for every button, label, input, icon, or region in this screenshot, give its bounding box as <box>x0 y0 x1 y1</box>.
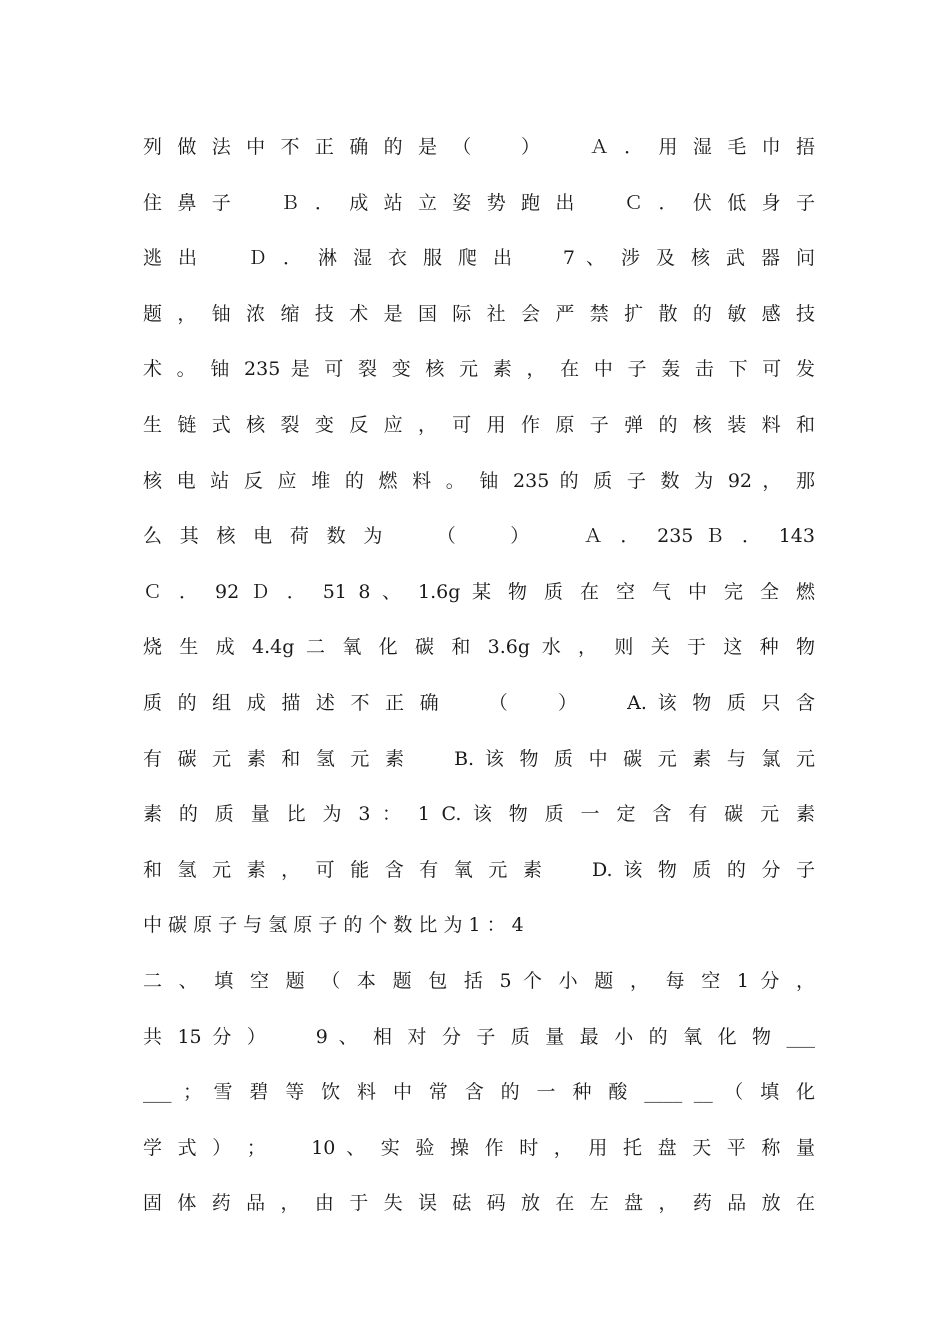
line-text: 术 。 铀 235 是 可 裂 变 核 元 素 ， 在 中 子 轰 击 下 可 发 <box>143 358 815 381</box>
line-text: 中 碳 原 子 与 氢 原 子 的 个 数 比 为 1 ： 4 <box>143 914 524 937</box>
line-text: 列 做 法 中 不 正 确 的 是 （ ） Ａ ． 用 湿 毛 巾 捂 <box>143 136 815 158</box>
line-text: 核 电 站 反 应 堆 的 燃 料 。 铀 235 的 质 子 数 为 92 ， 那 <box>143 469 815 492</box>
text-line <box>143 509 815 565</box>
line-text: 质 的 组 成 描 述 不 正 确 （ ） A. 该 物 质 只 含 <box>143 691 815 714</box>
text-line <box>143 732 815 788</box>
line-text: 二 、 填 空 题 （ 本 题 包 括 5 个 小 题 ， 每 空 1 分 ， <box>143 969 815 992</box>
text-line <box>143 843 815 899</box>
line-text: 和 氢 元 素 ， 可 能 含 有 氧 元 素 D. 该 物 质 的 分 子 <box>143 858 815 881</box>
text-line <box>143 1176 815 1232</box>
text-line <box>143 398 815 454</box>
line-text: ___ ； 雪 碧 等 饮 料 中 常 含 的 一 种 酸 ____ __ （ 填 化 <box>143 1081 815 1104</box>
text-line <box>143 565 815 621</box>
line-text: 素 的 质 量 比 为 3 ： 1 C. 该 物 质 一 定 含 有 碳 元 素 <box>143 803 815 826</box>
line-text: 学 式 ） ； 10 、 实 验 操 作 时 ， 用 托 盘 天 平 称 量 <box>143 1136 815 1159</box>
text-line <box>143 1010 815 1066</box>
text-line <box>143 176 815 232</box>
line-text: 固 体 药 品 ， 由 于 失 误 砝 码 放 在 左 盘 ， 药 品 放 在 <box>143 1192 815 1215</box>
text-line <box>143 287 815 343</box>
section-heading-line <box>143 954 815 1010</box>
text-line <box>143 1121 815 1177</box>
text-line <box>143 898 815 954</box>
line-text: 生 链 式 核 裂 变 反 应 ， 可 用 作 原 子 弹 的 核 装 料 和 <box>143 413 815 436</box>
line-text: 住 鼻 子 Ｂ ． 成 站 立 姿 势 跑 出 Ｃ ． 伏 低 身 子 <box>143 191 815 214</box>
line-text: 共 15 分 ） 9 、 相 对 分 子 质 量 最 小 的 氧 化 物 ___ <box>143 1025 815 1048</box>
text-line <box>143 676 815 732</box>
line-text: 题 ， 铀 浓 缩 技 术 是 国 际 社 会 严 禁 扩 散 的 敏 感 技 <box>143 302 815 325</box>
text-line <box>143 620 815 676</box>
line-text: 烧 生 成 4.4g 二 氧 化 碳 和 3.6g 水 ， 则 关 于 这 种 物 <box>143 636 815 659</box>
text-line <box>143 342 815 398</box>
text-line <box>143 1065 815 1121</box>
document-body <box>143 120 815 1232</box>
text-line <box>143 231 815 287</box>
line-text: 逃 出 Ｄ ． 淋 湿 衣 服 爬 出 7 、 涉 及 核 武 器 问 <box>143 247 815 270</box>
line-text: 么 其 核 电 荷 数 为 （ ） Ａ ． 235 Ｂ ． 143 <box>143 525 815 548</box>
line-text: Ｃ ． 92 Ｄ ． 51 8 、 1.6g 某 物 质 在 空 气 中 完 全 燃 <box>143 580 815 603</box>
text-line <box>143 787 815 843</box>
line-text: 有 碳 元 素 和 氢 元 素 B. 该 物 质 中 碳 元 素 与 氯 元 <box>143 747 815 770</box>
text-line <box>143 454 815 510</box>
text-line <box>143 120 815 176</box>
